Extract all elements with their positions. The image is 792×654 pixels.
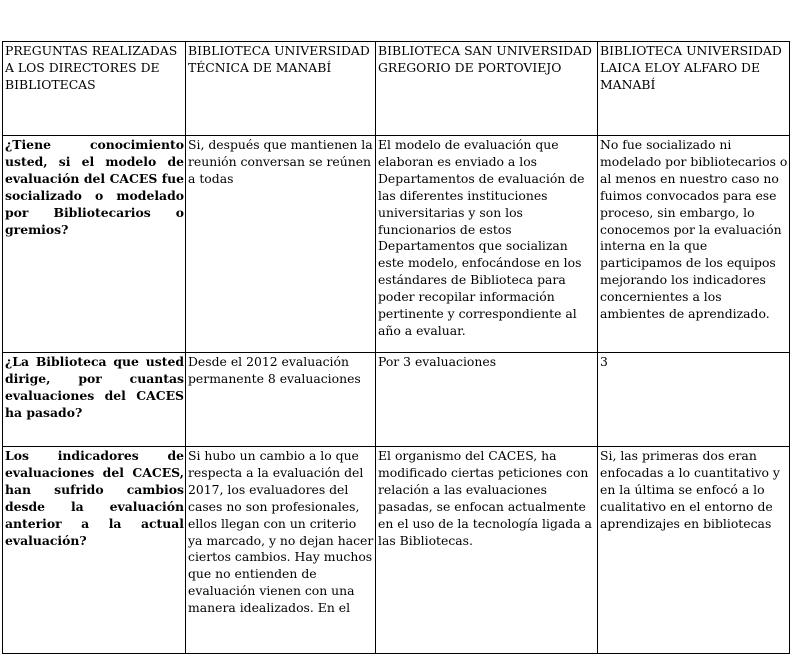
question-cell: ¿Tiene conocimiento usted, si el modelo de evaluación del CACES fue socializado o modelado por Bibliotecarios o gremios? (3, 136, 186, 353)
answer-sgp: El organismo del CACES, ha modificado ciertas peticiones con relación a las evaluaciones pasadas, se enfocan actualmente en el uso de la tecnología ligada a las Bibliotecas. (376, 447, 598, 654)
answer-sgp: El modelo de evaluación que elaboran es enviado a los Departamentos de evaluación de las diferentes instituciones universitarias y son los funcionarios de estos Departamentos que socializan este modelo, enfocándose en los estándares de Biblioteca para poder recopilar información pertinente y correspondiente al año a evaluar. (376, 136, 598, 353)
table-row (3, 447, 790, 654)
header-uleam: BIBLIOTECA UNIVERSIDAD LAICA ELOY ALFARO DE MANABÍ (598, 42, 790, 136)
header-sgp: BIBLIOTECA SAN UNIVERSIDAD GREGORIO DE PORTOVIEJO (376, 42, 598, 136)
answer-utm: Si hubo un cambio a lo que respecta a la evaluación del 2017, los evaluadores del cases no son profesionales, ellos llegan con un criterio ya marcado, y no dejan hacer ciertos cambios. Hay muchos que no entienden de evaluación vienen con una manera idealizados. En el (186, 447, 376, 654)
table-row (3, 136, 790, 353)
answer-uleam: Si, las primeras dos eran enfocadas a lo cuantitativo y en la última se enfocó a lo cualitativo en el entorno de aprendizajes en bibliotecas (598, 447, 790, 654)
answer-utm: Desde el 2012 evaluación permanente 8 evaluaciones (186, 353, 376, 447)
header-row (3, 42, 790, 136)
table-row (3, 353, 790, 447)
answer-sgp: Por 3 evaluaciones (376, 353, 598, 447)
header-utm: BIBLIOTECA UNIVERSIDAD TÉCNICA DE MANABÍ (186, 42, 376, 136)
interview-table (2, 41, 790, 654)
answer-uleam: 3 (598, 353, 790, 447)
answer-utm: Si, después que mantienen la reunión conversan se reúnen a todas (186, 136, 376, 353)
question-cell: Los indicadores de evaluaciones del CACES, han sufrido cambios desde la evaluación anterior a la actual evaluación? (3, 447, 186, 654)
answer-uleam: No fue socializado ni modelado por bibliotecarios o al menos en nuestro caso no fuimos convocados para ese proceso, sin embargo, lo conocemos por la evaluación interna en la que participamos de los equipos mejorando los indicadores concernientes a los ambientes de aprendizado. (598, 136, 790, 353)
header-questions: PREGUNTAS REALIZADAS A LOS DIRECTORES DE BIBLIOTECAS (3, 42, 186, 136)
question-cell: ¿La Biblioteca que usted dirige, por cuantas evaluaciones del CACES ha pasado? (3, 353, 186, 447)
